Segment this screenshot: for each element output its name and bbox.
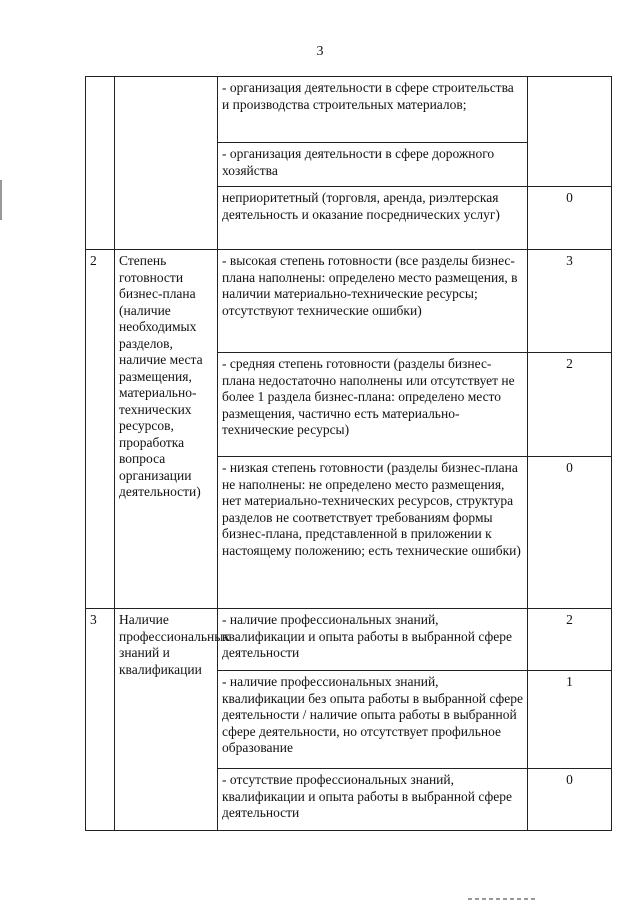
criterion-cell <box>115 77 218 250</box>
score-cell: 2 <box>528 353 612 457</box>
score-cell: 0 <box>528 769 612 831</box>
scan-edge-mark <box>0 180 2 220</box>
description-cell: - организация деятельности в сфере дорожного хозяйства <box>218 143 528 187</box>
row-number: 3 <box>86 609 115 831</box>
description-cell: - низкая степень готовности (разделы бизнес-плана не наполнены: не определено место размещения, нет материально-технических ресурсов, структура разделов не соответствует требованиям формы бизнес-плана, представленной в приложении к настоящему положению; есть технические ошибки) <box>218 457 528 609</box>
description-cell: - организация деятельности в сфере строительства и производства строительных материалов; <box>218 77 528 143</box>
scan-bottom-mark <box>468 898 536 900</box>
description-cell: - наличие профессиональных знаний, квалификации и опыта работы в выбранной сфере деятельности <box>218 609 528 671</box>
description-cell: - наличие профессиональных знаний, квалификации без опыта работы в выбранной сфере деятельности / наличие опыта работы в выбранной сфере деятельности, но отсутствует профильное образование <box>218 671 528 769</box>
criterion-cell: Наличие профессиональных знаний и квалификации <box>115 609 218 831</box>
score-cell: 0 <box>528 457 612 609</box>
score-cell: 2 <box>528 609 612 671</box>
score-cell: 0 <box>528 187 612 250</box>
table-row <box>86 250 612 353</box>
page-number: 3 <box>316 44 324 59</box>
table-row <box>86 77 612 143</box>
table-row <box>86 609 612 671</box>
score-cell: 3 <box>528 250 612 353</box>
row-number <box>86 77 115 250</box>
score-cell: 1 <box>528 671 612 769</box>
description-cell: - средняя степень готовности (разделы бизнес-плана недостаточно наполнены или отсутствует не более 1 раздела бизнес-плана: определено место размещения, частично есть материально-технические ресурсы) <box>218 353 528 457</box>
description-cell: - отсутствие профессиональных знаний, квалификации и опыта работы в выбранной сфере деятельности <box>218 769 528 831</box>
row-number: 2 <box>86 250 115 609</box>
score-cell <box>528 77 612 187</box>
description-cell: - высокая степень готовности (все разделы бизнес-плана наполнены: определено место размещения, в наличии материально-технические ресурсы; отсутствуют технические ошибки) <box>218 250 528 353</box>
criteria-table <box>85 76 612 831</box>
description-cell: неприоритетный (торговля, аренда, риэлтерская деятельность и оказание посреднических услуг) <box>218 187 528 250</box>
criterion-cell: Степень готовности бизнес-плана (наличие необходимых разделов, наличие места размещения, материально-технических ресурсов, проработка вопроса организации деятельности) <box>115 250 218 609</box>
